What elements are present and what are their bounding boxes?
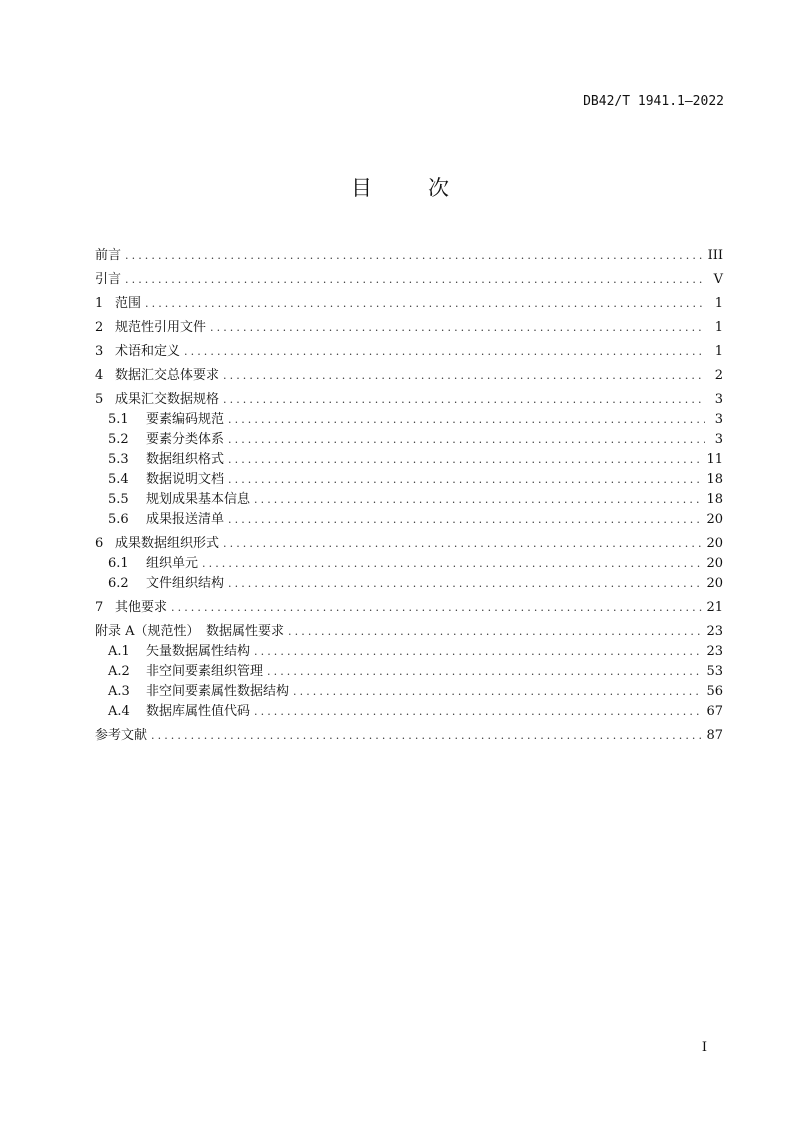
- toc-entry-page: 1: [714, 296, 723, 311]
- toc-entry[interactable]: [95, 726, 723, 746]
- toc-entry-number: 5.6: [108, 512, 129, 527]
- title-char-2: 次: [428, 176, 449, 200]
- toc-entry-page: 1: [714, 320, 723, 335]
- dot-leader: [254, 642, 702, 662]
- dot-leader: [223, 534, 702, 554]
- title-char-1: 目: [351, 176, 372, 200]
- document-code: DB42/T 1941.1—2022: [583, 94, 724, 109]
- toc-entry-number: A.4: [108, 704, 130, 719]
- toc-entry[interactable]: [95, 554, 723, 574]
- toc-entry-label: 非空间要素属性数据结构: [146, 684, 290, 699]
- toc-entry-label: 数据汇交总体要求: [115, 368, 220, 383]
- toc-entry[interactable]: [95, 702, 723, 722]
- dot-leader: [228, 510, 702, 530]
- dot-leader: [184, 342, 705, 362]
- toc-entry-number: A.2: [108, 664, 130, 679]
- toc-entry-page: 3: [714, 392, 723, 407]
- toc-entry[interactable]: [95, 682, 723, 702]
- toc-entry[interactable]: [95, 366, 723, 386]
- dot-leader: [293, 682, 702, 702]
- toc-entry[interactable]: [95, 294, 723, 314]
- toc-entry-label: 成果数据组织形式: [115, 536, 220, 551]
- dot-leader: [171, 598, 702, 618]
- toc-entry-label: 前言: [95, 248, 122, 263]
- toc-entry-label: 组织单元: [146, 556, 199, 571]
- toc-entry-number: 5.4: [108, 472, 129, 487]
- page-title: [0, 172, 800, 202]
- toc-entry-page: 23: [706, 644, 723, 659]
- toc-entry-label: 附录 A（规范性） 数据属性要求: [95, 624, 285, 639]
- toc-entry-number: 1: [95, 296, 104, 311]
- toc-entry-label: 参考文献: [95, 728, 148, 743]
- toc-entry-label: 成果报送清单: [146, 512, 225, 527]
- toc-entry-page: V: [713, 272, 723, 287]
- toc-entry-page: 20: [706, 536, 723, 551]
- dot-leader: [228, 470, 702, 490]
- dot-leader: [125, 270, 705, 290]
- dot-leader: [125, 246, 704, 266]
- toc-entry-page: 18: [706, 472, 723, 487]
- toc-entry-label: 要素分类体系: [146, 432, 225, 447]
- toc-entry-label: 数据库属性值代码: [146, 704, 251, 719]
- toc-entry-label: 成果汇交数据规格: [115, 392, 220, 407]
- toc-entry-number: 7: [95, 600, 104, 615]
- toc-entry-page: 2: [714, 368, 723, 383]
- toc-entry[interactable]: [95, 246, 723, 266]
- toc-entry-number: 6.2: [108, 576, 129, 591]
- toc-entry[interactable]: [95, 662, 723, 682]
- toc-entry[interactable]: [95, 410, 723, 430]
- table-of-contents: [95, 242, 723, 746]
- toc-entry-number: 6: [95, 536, 104, 551]
- dot-leader: [228, 450, 702, 470]
- toc-entry[interactable]: [95, 642, 723, 662]
- toc-entry-page: 3: [714, 412, 723, 427]
- toc-entry-page: 21: [706, 600, 723, 615]
- toc-entry[interactable]: [95, 450, 723, 470]
- dot-leader: [223, 390, 705, 410]
- toc-entry-label: 数据说明文档: [146, 472, 225, 487]
- toc-entry-label: 文件组织结构: [146, 576, 225, 591]
- toc-entry-number: A.3: [108, 684, 130, 699]
- toc-entry-label: 要素编码规范: [146, 412, 225, 427]
- toc-entry[interactable]: [95, 622, 723, 642]
- toc-entry-page: 1: [714, 344, 723, 359]
- toc-entry-number: 3: [95, 344, 104, 359]
- toc-entry-label: 矢量数据属性结构: [146, 644, 251, 659]
- toc-entry-page: 3: [714, 432, 723, 447]
- toc-entry-page: 20: [706, 512, 723, 527]
- toc-entry-page: 23: [706, 624, 723, 639]
- toc-entry-number: 4: [95, 368, 104, 383]
- dot-leader: [202, 554, 702, 574]
- toc-entry[interactable]: [95, 490, 723, 510]
- toc-entry-page: 20: [706, 576, 723, 591]
- dot-leader: [210, 318, 705, 338]
- toc-entry-label: 规划成果基本信息: [146, 492, 251, 507]
- toc-entry-label: 数据组织格式: [146, 452, 225, 467]
- toc-entry-label: 规范性引用文件: [115, 320, 207, 335]
- dot-leader: [145, 294, 705, 314]
- toc-entry-number: 2: [95, 320, 104, 335]
- toc-entry[interactable]: [95, 390, 723, 410]
- toc-entry-label: 引言: [95, 272, 122, 287]
- toc-entry[interactable]: [95, 534, 723, 554]
- toc-entry-number: 5.3: [108, 452, 129, 467]
- toc-entry-number: 5: [95, 392, 104, 407]
- toc-entry-number: A.1: [108, 644, 130, 659]
- toc-entry[interactable]: [95, 598, 723, 618]
- dot-leader: [228, 430, 705, 450]
- toc-entry-label: 其他要求: [115, 600, 168, 615]
- dot-leader: [151, 726, 702, 746]
- toc-entry-page: 11: [706, 452, 723, 467]
- toc-entry-label: 术语和定义: [115, 344, 181, 359]
- toc-entry-number: 6.1: [108, 556, 129, 571]
- toc-entry[interactable]: [95, 342, 723, 362]
- toc-entry-page: 87: [706, 728, 723, 743]
- footer-page-number: I: [701, 1040, 707, 1055]
- toc-entry[interactable]: [95, 318, 723, 338]
- toc-entry[interactable]: [95, 430, 723, 450]
- dot-leader: [228, 574, 702, 594]
- toc-entry-page: 67: [706, 704, 723, 719]
- toc-entry[interactable]: [95, 470, 723, 490]
- dot-leader: [228, 410, 705, 430]
- toc-entry-page: III: [707, 248, 723, 263]
- dot-leader: [288, 622, 702, 642]
- toc-entry-label: 非空间要素组织管理: [146, 664, 264, 679]
- dot-leader: [254, 702, 702, 722]
- toc-entry-page: 53: [706, 664, 723, 679]
- toc-entry-number: 5.2: [108, 432, 129, 447]
- dot-leader: [267, 662, 702, 682]
- toc-entry-page: 20: [706, 556, 723, 571]
- toc-entry[interactable]: [95, 574, 723, 594]
- dot-leader: [254, 490, 702, 510]
- toc-entry-label: 范围: [115, 296, 142, 311]
- dot-leader: [223, 366, 705, 386]
- toc-entry-page: 56: [706, 684, 723, 699]
- toc-entry[interactable]: [95, 510, 723, 530]
- toc-entry-number: 5.5: [108, 492, 129, 507]
- toc-entry-number: 5.1: [108, 412, 129, 427]
- toc-entry[interactable]: [95, 270, 723, 290]
- toc-entry-page: 18: [706, 492, 723, 507]
